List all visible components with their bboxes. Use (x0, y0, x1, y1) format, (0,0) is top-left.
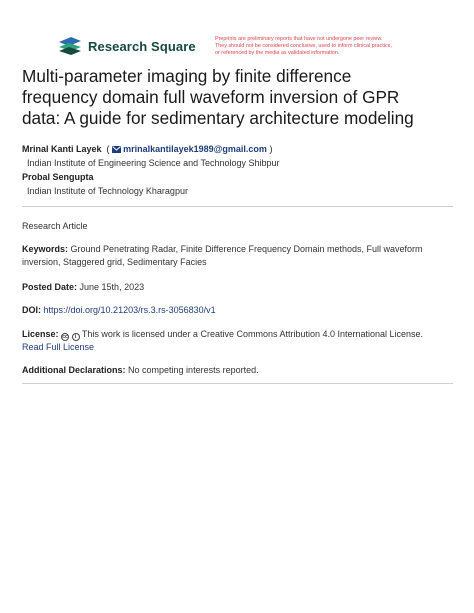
article-type (22, 220, 462, 233)
email-close-paren: ) (269, 144, 273, 154)
declarations-label: Additional Declarations: (22, 365, 126, 375)
license-label: License: (22, 329, 59, 339)
section-divider (22, 206, 453, 207)
section-divider (22, 383, 453, 384)
title-line: frequency domain full waveform inversion of GPR (22, 87, 400, 107)
disclaimer-line: Preprints are preliminary reports that have not undergone peer review. (215, 36, 383, 42)
article-type-label: Research Article (22, 221, 88, 231)
author-affiliation: Indian Institute of Engineering Science and Technology Shibpur (27, 158, 280, 168)
author-name: Mrinal Kanti Layek (22, 144, 102, 154)
author-affiliation: Indian Institute of Technology Kharagpur (27, 186, 188, 196)
logo-text[interactable]: Research Square (88, 38, 196, 54)
paper-title (22, 66, 462, 129)
preprint-disclaimer (215, 36, 455, 57)
author-entry (22, 170, 462, 184)
attribution-icon: i (72, 333, 80, 341)
email-open-paren: ( (104, 144, 110, 154)
posted-date-label: Posted Date: (22, 282, 78, 292)
doi-label: DOI: (22, 305, 41, 315)
disclaimer-line: They should not be considered conclusive, used to inform clinical practice, (215, 43, 393, 49)
title-line: Multi-parameter imaging by finite difference (22, 66, 352, 86)
doi-link[interactable]: https://doi.org/10.21203/rs.3.rs-3056830/v1 (43, 305, 216, 315)
disclaimer-line: or referenced by the media as validated information. (215, 50, 340, 56)
read-full-license-link[interactable]: Read Full License (22, 342, 95, 352)
keywords-block (22, 243, 462, 269)
mail-icon (112, 146, 121, 153)
license-block (22, 328, 462, 354)
creative-commons-icon: cc (62, 334, 68, 340)
site-header (58, 36, 196, 56)
research-square-logo-icon (58, 36, 82, 56)
posted-date-block (22, 281, 462, 294)
author-email-link[interactable]: mrinalkantilayek1989@gmail.com (123, 144, 267, 154)
posted-date-value: June 15th, 2023 (79, 282, 145, 292)
declarations-block (22, 364, 462, 377)
doi-block (22, 304, 462, 317)
keywords-label: Keywords: (22, 244, 69, 254)
keywords-line2: inversion, Staggered grid, Sedimentary Facies (22, 257, 207, 267)
author-name: Probal Sengupta (22, 172, 94, 182)
author-list (22, 142, 462, 198)
license-text: This work is licensed under a Creative Commons Attribution 4.0 International License. (81, 329, 424, 339)
author-entry (22, 142, 462, 156)
keywords-line1: Ground Penetrating Radar, Finite Difference Frequency Domain methods, Full waveform (70, 244, 423, 254)
title-line: data: A guide for sedimentary architecture modeling (22, 108, 414, 128)
declarations-value: No competing interests reported. (128, 365, 259, 375)
